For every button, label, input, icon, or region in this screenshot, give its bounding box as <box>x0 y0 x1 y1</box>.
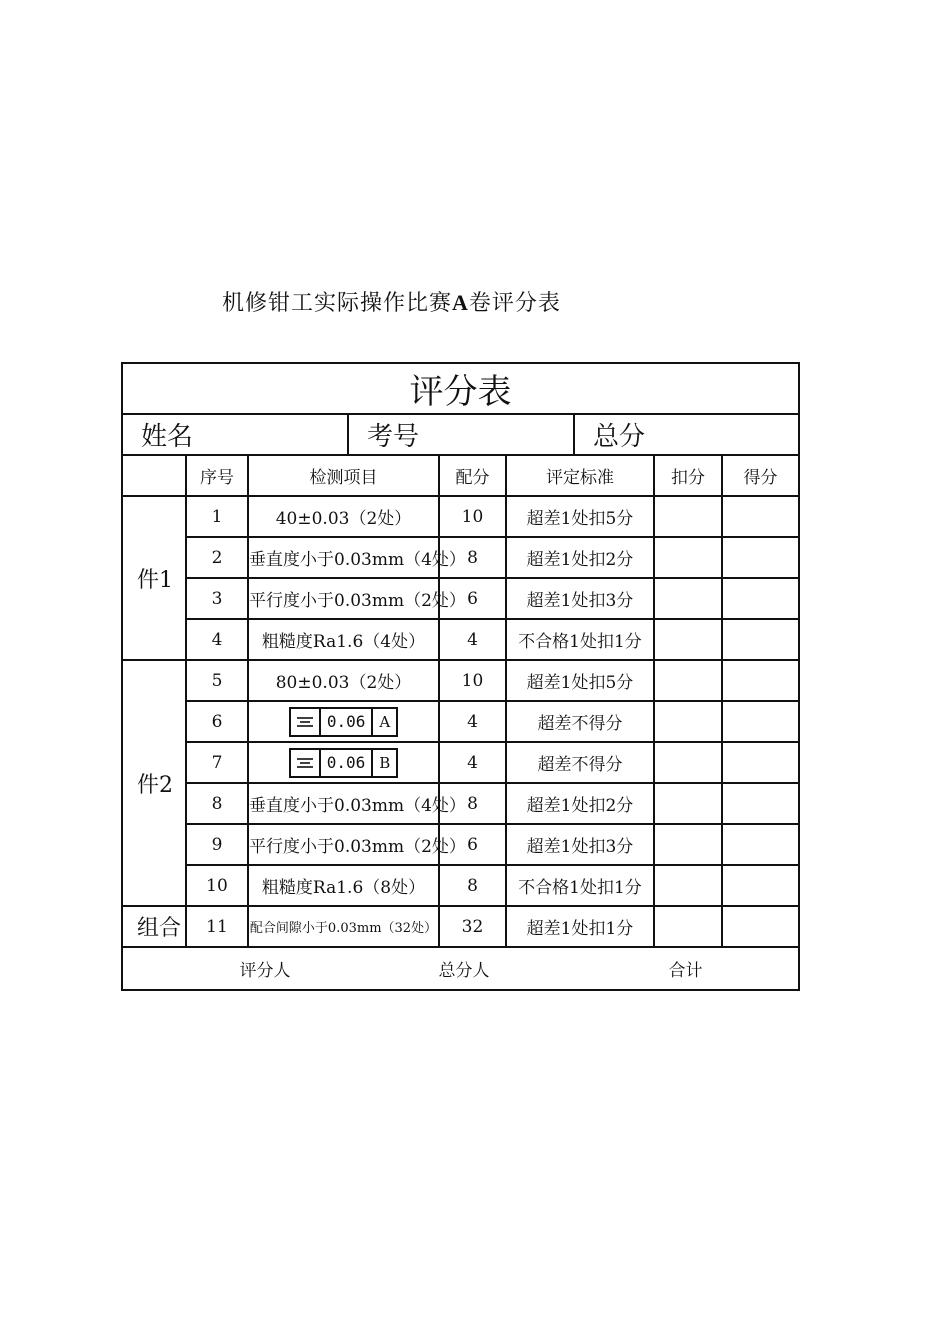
score-header: 得分 <box>722 455 799 496</box>
table-row <box>122 701 799 742</box>
sum-field[interactable]: 合计 <box>668 961 703 981</box>
item-cell <box>248 701 439 742</box>
name-field[interactable]: 姓名 <box>123 415 349 454</box>
points-cell: 4 <box>439 742 506 783</box>
info-cell <box>122 414 799 455</box>
criteria-cell: 超差1处扣5分 <box>506 496 654 537</box>
info-row <box>122 414 799 455</box>
seq-cell: 3 <box>186 578 248 619</box>
criteria-cell: 不合格1处扣1分 <box>506 619 654 660</box>
deduct-cell[interactable] <box>654 537 722 578</box>
footer-cell <box>122 947 799 990</box>
criteria-header: 评定标准 <box>506 455 654 496</box>
deduct-cell[interactable] <box>654 578 722 619</box>
item-cell: 粗糙度Ra1.6（8处） <box>248 865 439 906</box>
score-cell[interactable] <box>722 496 799 537</box>
seq-cell: 11 <box>186 906 248 947</box>
criteria-cell: 超差1处扣2分 <box>506 783 654 824</box>
item-cell: 粗糙度Ra1.6（4处） <box>248 619 439 660</box>
seq-cell: 10 <box>186 865 248 906</box>
criteria-cell: 超差不得分 <box>506 742 654 783</box>
deduct-cell[interactable] <box>654 496 722 537</box>
points-cell: 6 <box>439 578 506 619</box>
points-cell: 8 <box>439 783 506 824</box>
exam-no-field[interactable]: 考号 <box>349 415 575 454</box>
score-cell[interactable] <box>722 537 799 578</box>
total-grader-field[interactable]: 总分人 <box>438 961 490 981</box>
deduct-header: 扣分 <box>654 455 722 496</box>
seq-cell: 8 <box>186 783 248 824</box>
seq-cell: 6 <box>186 701 248 742</box>
table-row <box>122 537 799 578</box>
group-label-assembly: 组合 <box>122 906 186 947</box>
table-row <box>122 660 799 701</box>
seq-cell: 5 <box>186 660 248 701</box>
criteria-cell: 超差1处扣3分 <box>506 578 654 619</box>
points-cell: 6 <box>439 824 506 865</box>
table-row <box>122 619 799 660</box>
item-cell: 40±0.03（2处） <box>248 496 439 537</box>
tolerance-value: 0.06 <box>321 709 374 735</box>
flatness-tolerance-frame <box>289 748 399 778</box>
flatness-symbol-icon <box>291 750 321 776</box>
seq-cell: 2 <box>186 537 248 578</box>
score-cell[interactable] <box>722 906 799 947</box>
flatness-tolerance-frame <box>289 707 398 737</box>
flatness-symbol-icon <box>291 709 321 735</box>
table-row <box>122 906 799 947</box>
score-cell[interactable] <box>722 865 799 906</box>
banner-cell <box>122 363 799 414</box>
criteria-cell: 超差不得分 <box>506 701 654 742</box>
deduct-cell[interactable] <box>654 660 722 701</box>
points-cell: 10 <box>439 660 506 701</box>
table-row <box>122 824 799 865</box>
deduct-cell[interactable] <box>654 783 722 824</box>
table-row <box>122 742 799 783</box>
points-cell: 4 <box>439 619 506 660</box>
footer-row <box>122 947 799 990</box>
total-field[interactable]: 总分 <box>593 422 646 452</box>
points-cell: 8 <box>439 865 506 906</box>
deduct-cell[interactable] <box>654 906 722 947</box>
table-row <box>122 865 799 906</box>
datum-reference: B <box>379 753 391 772</box>
item-cell: 80±0.03（2处） <box>248 660 439 701</box>
points-cell: 32 <box>439 906 506 947</box>
score-cell[interactable] <box>722 783 799 824</box>
score-cell[interactable] <box>722 824 799 865</box>
criteria-cell: 超差1处扣3分 <box>506 824 654 865</box>
score-table <box>121 362 800 991</box>
criteria-cell: 超差1处扣1分 <box>506 906 654 947</box>
sheet-title: 评分表 <box>409 372 512 412</box>
points-cell: 4 <box>439 701 506 742</box>
deduct-cell[interactable] <box>654 619 722 660</box>
tolerance-value: 0.06 <box>321 750 374 776</box>
header-row <box>122 455 799 496</box>
score-cell[interactable] <box>722 660 799 701</box>
seq-cell: 4 <box>186 619 248 660</box>
deduct-cell[interactable] <box>654 742 722 783</box>
item-cell: 垂直度小于0.03mm（4处） <box>248 783 439 824</box>
group-label-part1: 件1 <box>122 496 186 660</box>
group-label-part2: 件2 <box>122 660 186 906</box>
item-cell: 配合间隙小于0.03mm（32处） <box>248 906 439 947</box>
deduct-cell[interactable] <box>654 865 722 906</box>
points-cell: 8 <box>439 537 506 578</box>
deduct-cell[interactable] <box>654 824 722 865</box>
banner-row <box>122 363 799 414</box>
group-header <box>122 455 186 496</box>
score-cell[interactable] <box>722 742 799 783</box>
datum-reference: A <box>379 712 391 731</box>
item-cell: 垂直度小于0.03mm（4处） <box>248 537 439 578</box>
criteria-cell: 不合格1处扣1分 <box>506 865 654 906</box>
seq-cell: 1 <box>186 496 248 537</box>
table-row <box>122 496 799 537</box>
deduct-cell[interactable] <box>654 701 722 742</box>
item-header: 检测项目 <box>248 455 439 496</box>
item-cell: 平行度小于0.03mm（2处） <box>248 824 439 865</box>
table-row <box>122 578 799 619</box>
item-cell: 平行度小于0.03mm（2处） <box>248 578 439 619</box>
score-cell[interactable] <box>722 701 799 742</box>
item-cell <box>248 742 439 783</box>
table-row <box>122 783 799 824</box>
score-cell[interactable] <box>722 578 799 619</box>
criteria-cell: 超差1处扣2分 <box>506 537 654 578</box>
document-title: 机修钳工实际操作比赛A卷评分表 <box>222 290 561 316</box>
grader-field[interactable]: 评分人 <box>239 961 291 981</box>
seq-header: 序号 <box>186 455 248 496</box>
seq-cell: 7 <box>186 742 248 783</box>
points-cell: 10 <box>439 496 506 537</box>
points-header: 配分 <box>439 455 506 496</box>
score-cell[interactable] <box>722 619 799 660</box>
seq-cell: 9 <box>186 824 248 865</box>
criteria-cell: 超差1处扣5分 <box>506 660 654 701</box>
